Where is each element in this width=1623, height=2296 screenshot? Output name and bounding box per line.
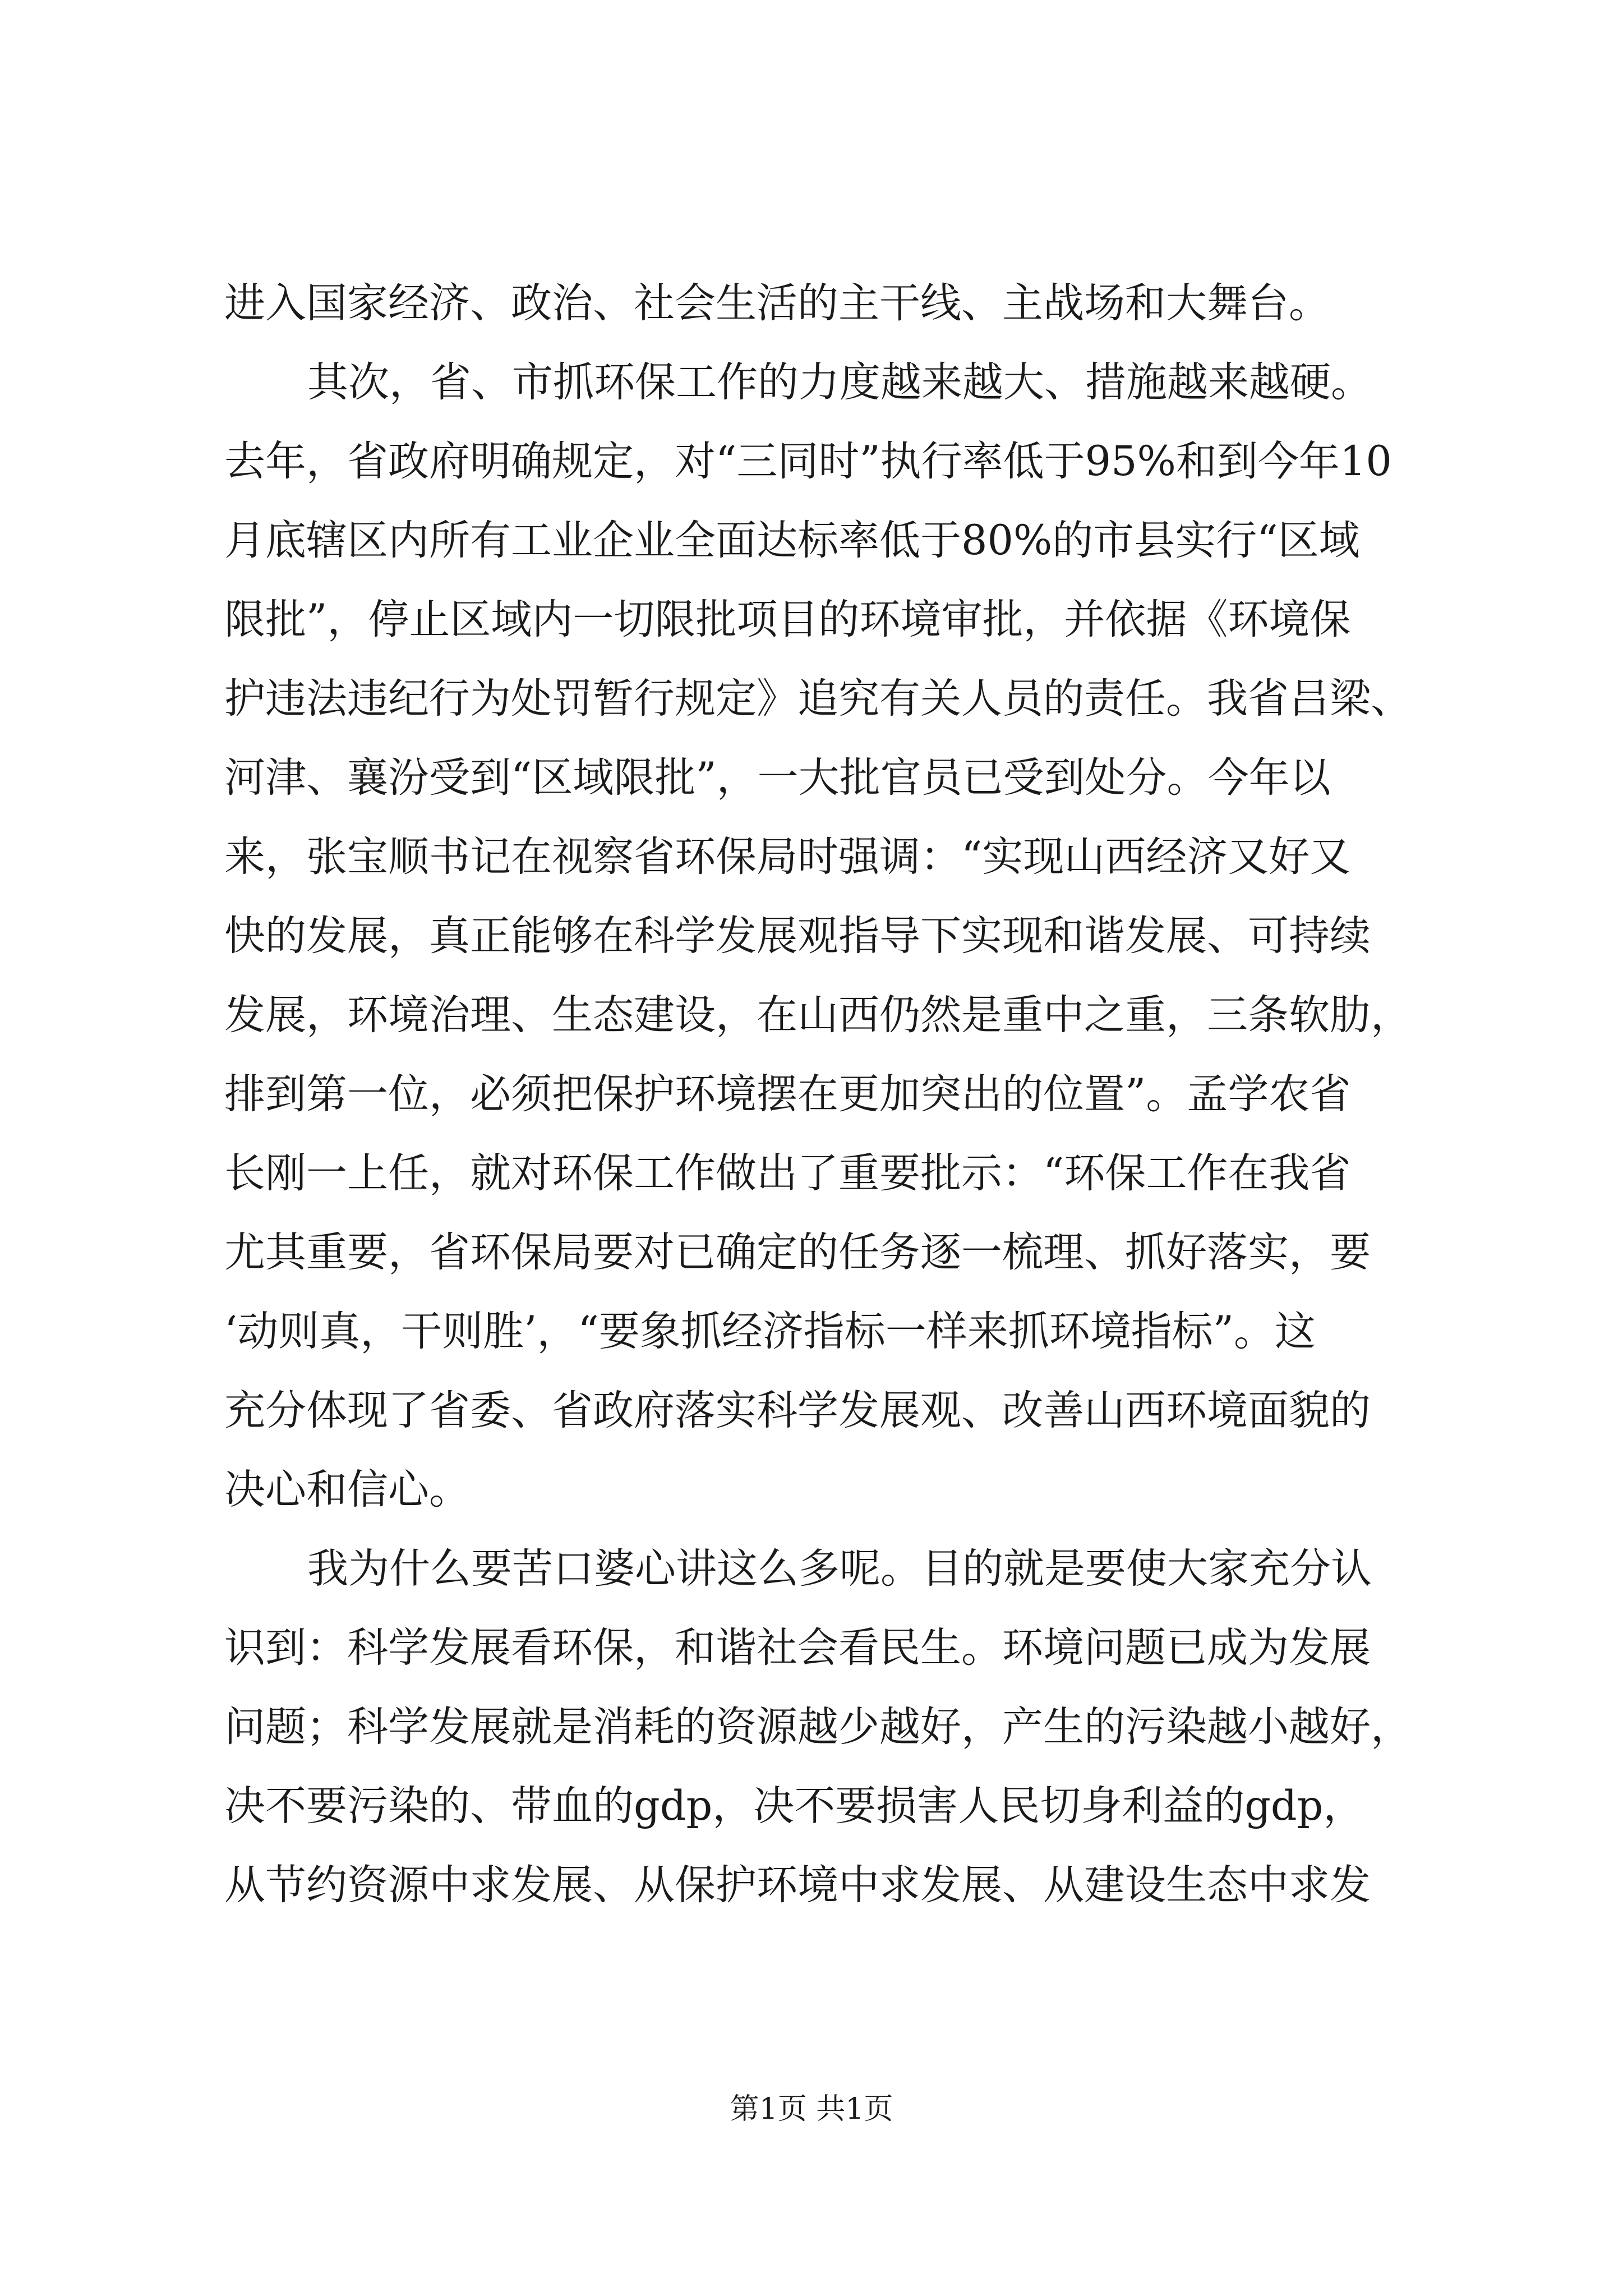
text-line: 尤其重要，省环保局要对已确定的任务逐一梳理、抓好落实，要: [224, 1228, 1371, 1276]
text-line: 护违法违纪行为处罚暂行规定》追究有关人员的责任。我省吕梁、: [224, 675, 1412, 723]
text-line: 决心和信心。: [224, 1466, 470, 1513]
text-line: 决不要污染的、带血的gdp，决不要损害人民切身利益的gdp，: [224, 1782, 1364, 1830]
paragraph-start-line: 我为什么要苦口婆心讲这么多呢。目的就是要使大家充分认: [307, 1545, 1372, 1593]
text-line: 快的发展，真正能够在科学发展观指导下实现和谐发展、可持续: [224, 912, 1371, 960]
page-footer: [0, 2087, 1623, 2132]
text-line: 来，张宝顺书记在视察省环保局时强调：“实现山西经济又好又: [224, 833, 1351, 881]
text-line: 从节约资源中求发展、从保护环境中求发展、从建设生态中求发: [224, 1861, 1371, 1909]
paragraph-start-line: 其次，省、市抓环保工作的力度越来越大、措施越来越硬。: [307, 358, 1372, 406]
text-line: 识到：科学发展看环保，和谐社会看民生。环境问题已成为发展: [224, 1624, 1371, 1672]
text-line: 限批”，停止区域内一切限批项目的环境审批，并依据《环境保: [224, 596, 1351, 643]
text-line: 发展，环境治理、生态建设，在山西仍然是重中之重，三条软肋，: [224, 991, 1412, 1039]
text-line: 进入国家经济、政治、社会生活的主干线、主战场和大舞台。: [224, 279, 1330, 327]
text-line: 充分体现了省委、省政府落实科学发展观、改善山西环境面貌的: [224, 1387, 1371, 1434]
text-line: 长刚一上任，就对环保工作做出了重要批示：“环保工作在我省: [224, 1149, 1351, 1197]
text-line: 月底辖区内所有工业企业全面达标率低于80%的市县实行“区域: [224, 517, 1360, 564]
text-line: 河津、襄汾受到“区域限批”，一大批官员已受到处分。今年以: [224, 754, 1331, 802]
text-line: 问题；科学发展就是消耗的资源越少越好，产生的污染越小越好，: [224, 1703, 1412, 1751]
page-number-label: 第1页 共1页: [730, 2092, 893, 2126]
text-line: 排到第一位，必须把保护环境摆在更加突出的位置”。孟学农省: [224, 1070, 1351, 1118]
text-line: ‘动则真，干则胜’，“要象抓经济指标一样来抓环境指标”。这: [224, 1308, 1316, 1355]
text-line: 去年，省政府明确规定，对“三同时”执行率低于95%和到今年10: [224, 438, 1392, 485]
document-body: [224, 264, 1413, 1925]
